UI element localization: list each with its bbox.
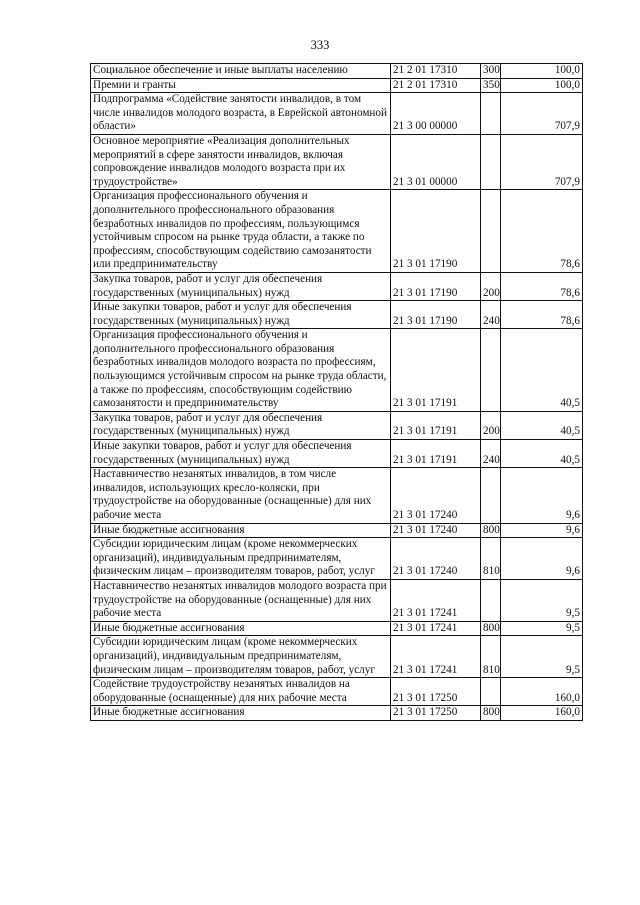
table-row — [91, 678, 583, 706]
row-sum-cell: 160,0 — [501, 678, 583, 706]
table-row — [91, 579, 583, 621]
row-expense-type-cell: 810 — [481, 538, 501, 580]
row-code-cell: 21 3 01 17250 — [391, 706, 481, 721]
row-name-cell: Иные закупки товаров, работ и услуг для обеспечения государственных (муниципальных) нужд — [91, 440, 391, 468]
row-name-cell: Иные закупки товаров, работ и услуг для обеспечения государственных (муниципальных) нужд — [91, 301, 391, 329]
row-code-cell: 21 3 01 17191 — [391, 329, 481, 412]
row-name-cell: Наставничество незанятых инвалидов, в том числе инвалидов, использующих кресло-коляски, при трудоустройстве на оборудованные (оснащенные) для них рабочие места — [91, 468, 391, 523]
row-sum-cell: 160,0 — [501, 706, 583, 721]
row-code-cell: 21 3 01 17241 — [391, 636, 481, 678]
row-code-cell: 21 3 01 17250 — [391, 678, 481, 706]
row-expense-type-cell — [481, 134, 501, 189]
row-expense-type-cell — [481, 468, 501, 523]
row-expense-type-cell: 240 — [481, 440, 501, 468]
table-row — [91, 134, 583, 189]
row-sum-cell: 9,5 — [501, 621, 583, 636]
row-sum-cell: 9,6 — [501, 468, 583, 523]
row-code-cell: 21 2 01 17310 — [391, 78, 481, 93]
row-sum-cell: 40,5 — [501, 329, 583, 412]
row-code-cell: 21 3 01 17191 — [391, 411, 481, 439]
table-row — [91, 64, 583, 79]
row-name-cell: Организация профессионального обучения и дополнительного профессионального образования безработных инвалидов молодого возраста по профессиям, пользующимся устойчивым спросом на рынке труда области, а также по профессиям, способствующим содействию самозанятости и предпринимательству — [91, 329, 391, 412]
table-row — [91, 272, 583, 300]
row-expense-type-cell — [481, 579, 501, 621]
row-sum-cell: 9,5 — [501, 636, 583, 678]
row-name-cell: Субсидии юридическим лицам (кроме некоммерческих организаций), индивидуальным предпринимателям, физическим лицам – производителям товаров, работ, услуг — [91, 636, 391, 678]
table-row — [91, 93, 583, 135]
row-sum-cell: 9,6 — [501, 523, 583, 538]
table-row — [91, 468, 583, 523]
budget-table-body — [91, 64, 583, 721]
row-expense-type-cell: 300 — [481, 64, 501, 79]
row-name-cell: Субсидии юридическим лицам (кроме некоммерческих организаций), индивидуальным предпринимателям, физическим лицам – производителям товаров, работ, услуг — [91, 538, 391, 580]
row-expense-type-cell — [481, 93, 501, 135]
row-name-cell: Иные бюджетные ассигнования — [91, 706, 391, 721]
row-name-cell: Подпрограмма «Содействие занятости инвалидов, в том числе инвалидов молодого возраста, в Еврейской автономной области» — [91, 93, 391, 135]
table-row — [91, 190, 583, 273]
row-code-cell: 21 3 01 00000 — [391, 134, 481, 189]
row-expense-type-cell — [481, 678, 501, 706]
table-row — [91, 411, 583, 439]
table-row — [91, 621, 583, 636]
table-row — [91, 301, 583, 329]
row-name-cell: Социальное обеспечение и иные выплаты населению — [91, 64, 391, 79]
table-row — [91, 706, 583, 721]
row-code-cell: 21 3 01 17240 — [391, 538, 481, 580]
row-sum-cell: 40,5 — [501, 440, 583, 468]
row-code-cell: 21 3 01 17190 — [391, 272, 481, 300]
row-expense-type-cell: 200 — [481, 411, 501, 439]
row-sum-cell: 100,0 — [501, 78, 583, 93]
row-code-cell: 21 3 00 00000 — [391, 93, 481, 135]
row-code-cell: 21 3 01 17190 — [391, 301, 481, 329]
row-name-cell: Закупка товаров, работ и услуг для обеспечения государственных (муниципальных) нужд — [91, 272, 391, 300]
row-expense-type-cell: 800 — [481, 621, 501, 636]
row-name-cell: Иные бюджетные ассигнования — [91, 523, 391, 538]
row-sum-cell: 40,5 — [501, 411, 583, 439]
row-code-cell: 21 3 01 17240 — [391, 523, 481, 538]
row-name-cell: Содействие трудоустройству незанятых инвалидов на оборудованные (оснащенные) для них рабочие места — [91, 678, 391, 706]
row-code-cell: 21 3 01 17240 — [391, 468, 481, 523]
row-name-cell: Закупка товаров, работ и услуг для обеспечения государственных (муниципальных) нужд — [91, 411, 391, 439]
row-sum-cell: 78,6 — [501, 272, 583, 300]
budget-table — [90, 63, 583, 721]
table-row — [91, 636, 583, 678]
table-row — [91, 538, 583, 580]
row-code-cell: 21 3 01 17241 — [391, 621, 481, 636]
row-expense-type-cell: 810 — [481, 636, 501, 678]
row-expense-type-cell: 800 — [481, 706, 501, 721]
row-name-cell: Иные бюджетные ассигнования — [91, 621, 391, 636]
table-row — [91, 440, 583, 468]
row-expense-type-cell — [481, 190, 501, 273]
row-sum-cell: 9,5 — [501, 579, 583, 621]
row-code-cell: 21 2 01 17310 — [391, 64, 481, 79]
table-row — [91, 329, 583, 412]
row-sum-cell: 707,9 — [501, 93, 583, 135]
row-expense-type-cell: 800 — [481, 523, 501, 538]
row-expense-type-cell — [481, 329, 501, 412]
table-row — [91, 78, 583, 93]
page-number: 333 — [310, 38, 330, 52]
row-sum-cell: 78,6 — [501, 190, 583, 273]
table-row — [91, 523, 583, 538]
row-code-cell: 21 3 01 17241 — [391, 579, 481, 621]
row-name-cell: Наставничество незанятых инвалидов молодого возраста при трудоустройстве на оборудованные (оснащенные) для них рабочие места — [91, 579, 391, 621]
row-code-cell: 21 3 01 17191 — [391, 440, 481, 468]
row-name-cell: Премии и гранты — [91, 78, 391, 93]
row-expense-type-cell: 200 — [481, 272, 501, 300]
row-code-cell: 21 3 01 17190 — [391, 190, 481, 273]
row-sum-cell: 78,6 — [501, 301, 583, 329]
row-sum-cell: 100,0 — [501, 64, 583, 79]
row-sum-cell: 9,6 — [501, 538, 583, 580]
row-expense-type-cell: 240 — [481, 301, 501, 329]
row-name-cell: Основное мероприятие «Реализация дополнительных мероприятий в сфере занятости инвалидов, включая сопровождение инвалидов молодого возраста при их трудоустройстве» — [91, 134, 391, 189]
row-sum-cell: 707,9 — [501, 134, 583, 189]
row-name-cell: Организация профессионального обучения и дополнительного профессионального образования безработных инвалидов по профессиям, пользующимся устойчивым спросом на рынке труда области, а также по профессиям, способствующим содействию самозанятости или предпринимательству — [91, 190, 391, 273]
row-expense-type-cell: 350 — [481, 78, 501, 93]
